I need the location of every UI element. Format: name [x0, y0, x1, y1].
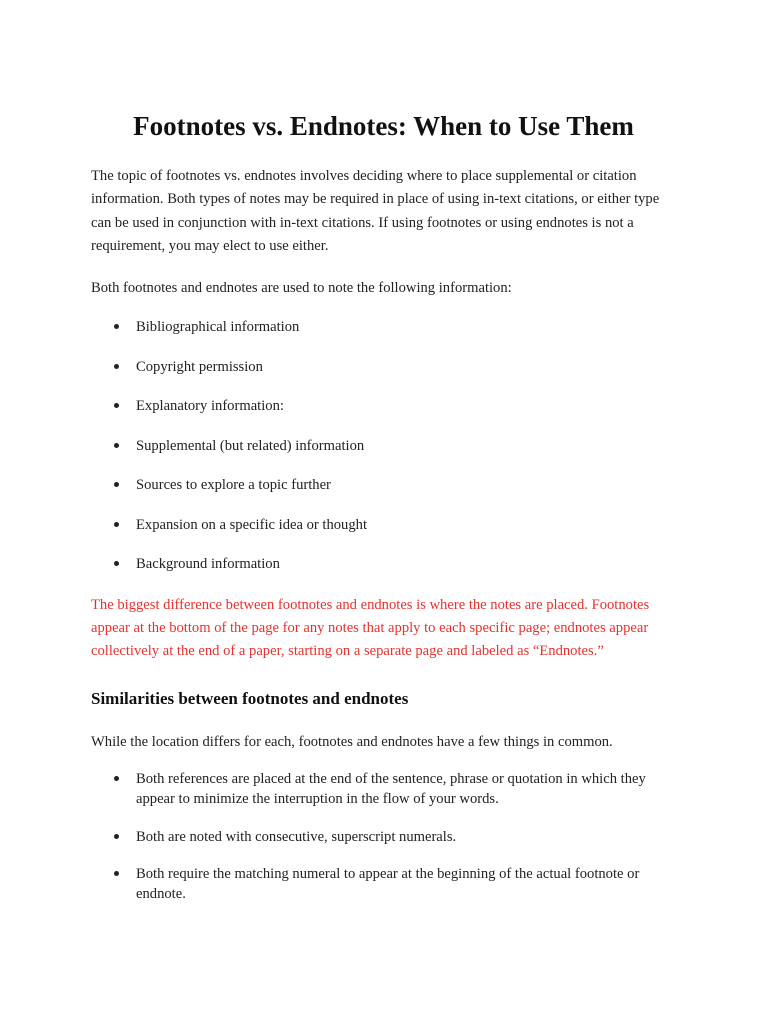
list-item: Both are noted with consecutive, superscript numerals. — [91, 827, 676, 847]
list-item: Both require the matching numeral to appear at the beginning of the actual footnote or endnote. — [91, 864, 676, 904]
list2-lead: While the location differs for each, footnotes and endnotes have a few things in common. — [91, 733, 613, 750]
list-item: Supplemental (but related) information — [91, 436, 676, 456]
highlight-paragraph: The biggest difference between footnotes and endnotes is where the notes are placed. Footnotes appear at the bottom of the page for any notes that apply to each specific page; endnotes appear collectively at the end of a paper, starting on a separate page and labeled as “Endnotes.” — [91, 596, 650, 660]
similarities-bullet-list — [91, 769, 676, 904]
intro-paragraph: The topic of footnotes vs. endnotes involves deciding where to place supplemental or citation information. Both types of notes may be required in place of using in-text citations, or either type can be used in conjunction with in-text citations. If using footnotes or using endnotes is not a requirement, you may elect to use either. — [91, 168, 660, 255]
section-heading: Similarities between footnotes and endnotes — [91, 688, 409, 708]
list-item: Background information — [91, 554, 676, 574]
list1-lead: Both footnotes and endnotes are used to note the following information: — [91, 279, 512, 296]
document-title: Footnotes vs. Endnotes: When to Use Them — [133, 111, 634, 141]
list-item: Bibliographical information — [91, 317, 676, 337]
list-item: Expansion on a specific idea or thought — [91, 515, 676, 535]
list-item: Both references are placed at the end of the sentence, phrase or quotation in which they appear to minimize the interruption in the flow of your words. — [91, 769, 676, 809]
list-item: Copyright permission — [91, 357, 676, 377]
list-item: Sources to explore a topic further — [91, 475, 676, 495]
info-bullet-list — [91, 317, 676, 574]
list-item: Explanatory information: — [91, 396, 676, 416]
